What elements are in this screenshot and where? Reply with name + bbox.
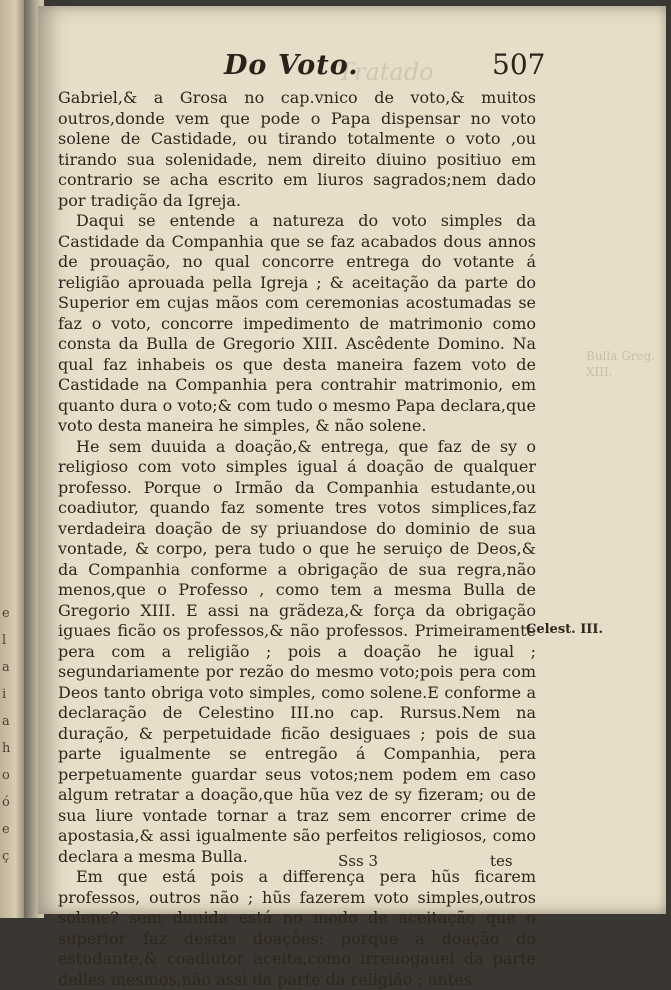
margin-note: Celest. III. bbox=[526, 622, 603, 637]
left-page-edge-letters bbox=[2, 600, 20, 870]
bleed-through-header: Tratado bbox=[338, 58, 434, 86]
edge-letter: ç bbox=[2, 849, 10, 864]
page-number: 507 bbox=[492, 48, 546, 81]
edge-letter: e bbox=[2, 606, 10, 621]
bleed-through-margin: Bulla Greg. XIII. bbox=[586, 349, 656, 379]
catchword: tes bbox=[490, 852, 513, 870]
paragraph: He sem duuida a doação,& entrega, que faz de sy o religioso com voto simples igual á doação de qualquer professo. Porque o Irmão da Companhia estudante,ou coadiutor, quando faz somente tres votos simplices,faz verdadeira doação de sy priuandose do dominio de sua vontade, & corpo, pera tudo o que he seruiço de Deos,& da Companhia conforme a obrigação de sua regra,não menos,que o Professo , como tem a mesma Bulla de Gregorio XIII. E assi na grãdeza,& força da obrigação iguaes ficão os professos,& não professos. Primeiramente pera com a religião ; pois a doação he igual ; segundariamente por rezão do mesmo voto;pois pera com Deos tanto obriga voto simples, como solene.E conforme a declaração de Celestino III.no cap. Rursus.Nem na duração, & perpetuidade ficão desiguaes ; pois de sua parte igualmente se entregão á Companhia, pera perpetuamente guardar seus votos;nem podem em caso algum retratar a doação,que hũa vez de sy fizeram; ou de sua liure vontade tornar a traz sem encorrer crime de apostasia,& assi igualmente são perfeitos religiosos, como declara a mesma Bulla. bbox=[58, 436, 536, 866]
edge-letter: ó bbox=[2, 795, 10, 810]
page bbox=[38, 6, 666, 989]
signature-mark: Sss 3 bbox=[338, 852, 378, 870]
paragraph: Daqui se entende a natureza do voto simples da Castidade da Companhia que se faz acabados dous annos de prouação, no qual concorre entrega do votante á religião aprouada pella Igreja ; & aceitação da parte do Superior em cujas mãos com ceremonias acostumadas se faz o voto, concorre impedimento de matrimonio como consta da Bulla de Gregorio XIII. Ascêdente Domino. Na qual faz inhabeis os que desta maneira fazem voto de Castidade na Companhia pera contrahir matrimonio, em quanto dura o voto;& com tudo o mesmo Papa declara,que voto desta maneira he simples, & não solene. bbox=[58, 211, 536, 435]
edge-letter: l bbox=[2, 633, 7, 648]
edge-letter: h bbox=[2, 741, 11, 756]
edge-letter: a bbox=[2, 714, 10, 729]
page-footer bbox=[338, 852, 558, 876]
edge-letter: i bbox=[2, 687, 7, 702]
edge-letter: e bbox=[2, 822, 10, 837]
edge-letter: o bbox=[2, 768, 10, 783]
left-page-edge bbox=[0, 0, 26, 918]
paragraph: Em que está pois a differença pera hũs ficarem professos, outros não ; hũs fazerem voto simples,outros solene? sem duuida está no modo de aceitação que o superior faz destas doações: porque a doação do estudante,& coadiutor aceita,como irreuogauel da parte delles mesmos,não assi da parte da religião ; antes bbox=[58, 867, 536, 989]
paragraph: Gabriel,& a Grosa no cap.vnico de voto,& muitos outros,donde vem que pode o Papa dispensar no voto solene de Castidade, ou tirando totalmente o voto ,ou tirando sua solenidade, nem direito diuino positiuo em contrario se acha escrito em liuros sagrados;nem dado por tradição da Igreja. bbox=[58, 88, 536, 210]
edge-letter: a bbox=[2, 660, 10, 675]
running-head-title: Do Voto. bbox=[224, 50, 359, 81]
